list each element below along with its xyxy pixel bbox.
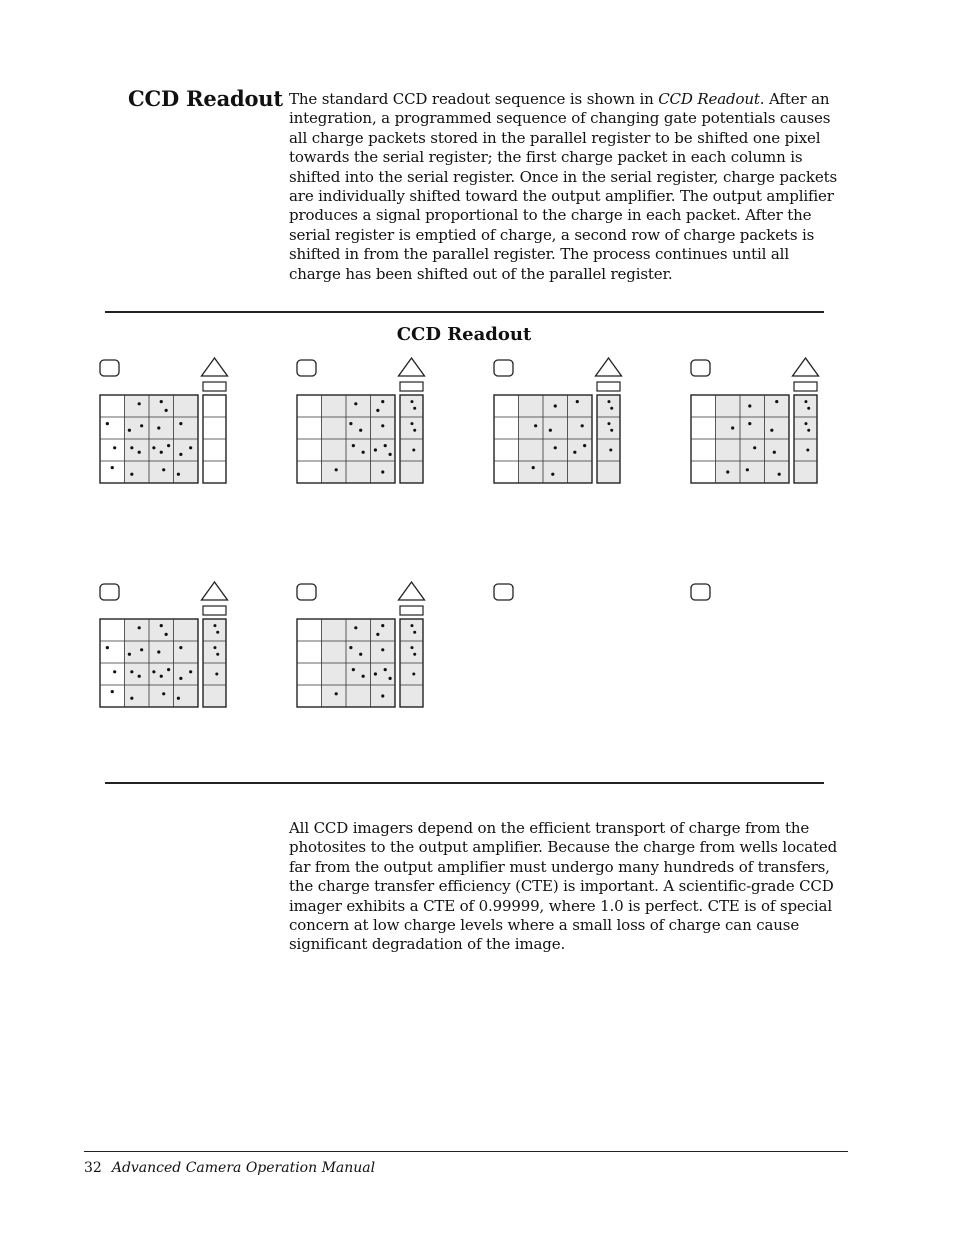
charge-dot bbox=[167, 668, 170, 671]
charge-dot bbox=[157, 426, 160, 429]
intro-text-start: The standard CCD readout sequence is shown in bbox=[289, 90, 659, 108]
charge-dot bbox=[128, 653, 131, 656]
charge-dot bbox=[177, 473, 180, 476]
charge-dot bbox=[162, 468, 165, 471]
figure-title: CCD Readout bbox=[396, 324, 532, 345]
readout-step-1 bbox=[100, 358, 228, 483]
charge-dot bbox=[179, 646, 182, 649]
charge-dot bbox=[410, 624, 413, 627]
charge-dot bbox=[130, 473, 133, 476]
charge-dot bbox=[165, 633, 168, 636]
step-marker-box bbox=[100, 584, 119, 600]
charge-dot bbox=[581, 424, 584, 427]
charge-dot bbox=[610, 407, 613, 410]
charge-dot bbox=[610, 429, 613, 432]
charge-dot bbox=[362, 675, 365, 678]
charge-dot bbox=[609, 449, 612, 452]
charge-dot bbox=[775, 400, 778, 403]
charge-dot bbox=[746, 468, 749, 471]
summing-well bbox=[203, 606, 226, 615]
step-marker-box bbox=[297, 360, 316, 376]
charge-dot bbox=[554, 446, 557, 449]
charge-dot bbox=[359, 429, 362, 432]
charge-dot bbox=[213, 646, 216, 649]
output-amplifier bbox=[202, 582, 228, 600]
charge-dot bbox=[576, 400, 579, 403]
summing-well bbox=[400, 382, 423, 391]
charge-dot bbox=[152, 670, 155, 673]
ccd-readout-diagram bbox=[0, 350, 954, 730]
charge-dot bbox=[362, 451, 365, 454]
readout-step-8 bbox=[691, 584, 710, 600]
summing-well bbox=[400, 606, 423, 615]
charge-dot bbox=[130, 446, 133, 449]
charge-dot bbox=[573, 451, 576, 454]
charge-dot bbox=[349, 422, 352, 425]
readout-step-3 bbox=[494, 358, 622, 483]
charge-dot bbox=[583, 444, 586, 447]
charge-dot bbox=[413, 653, 416, 656]
charge-dot bbox=[179, 422, 182, 425]
summing-well bbox=[597, 382, 620, 391]
charge-dot bbox=[111, 466, 114, 469]
section-title: CCD Readout bbox=[128, 86, 283, 111]
charge-dot bbox=[349, 646, 352, 649]
charge-dot bbox=[773, 451, 776, 454]
charge-dot bbox=[160, 400, 163, 403]
output-amplifier bbox=[399, 358, 425, 376]
intro-text-rest: . After an integration, a programmed sequence of changing gate potentials causes all charge packets stored in the parallel register to be shifted one pixel towards the serial register; the first charge packet in each column is shifted into the serial register. Once in the serial register, charge packets are individually shifted toward the output amplifier. The output amplifier produces a signal proportional to the charge in each packet. After the serial register is emptied of charge, a second row of charge packets is shifted in from the parallel register. The process continues until all charge has been shifted out of the parallel register. bbox=[289, 90, 837, 283]
figure-top-rule bbox=[105, 311, 824, 313]
charge-dot bbox=[376, 633, 379, 636]
charge-dot bbox=[354, 626, 357, 629]
readout-step-5 bbox=[100, 582, 228, 707]
charge-dot bbox=[410, 400, 413, 403]
charge-dot bbox=[748, 404, 751, 407]
charge-dot bbox=[138, 675, 141, 678]
charge-dot bbox=[551, 473, 554, 476]
summing-well bbox=[794, 382, 817, 391]
charge-dot bbox=[140, 424, 143, 427]
page-number: 32 bbox=[84, 1160, 102, 1176]
charge-dot bbox=[216, 631, 219, 634]
charge-dot bbox=[189, 670, 192, 673]
charge-dot bbox=[179, 453, 182, 456]
intro-paragraph bbox=[289, 90, 845, 284]
readout-step-4 bbox=[691, 358, 819, 483]
charge-dot bbox=[554, 404, 557, 407]
charge-dot bbox=[111, 690, 114, 693]
output-amplifier bbox=[596, 358, 622, 376]
charge-dot bbox=[157, 650, 160, 653]
charge-dot bbox=[352, 668, 355, 671]
output-amplifier bbox=[793, 358, 819, 376]
charge-dot bbox=[177, 697, 180, 700]
charge-dot bbox=[113, 670, 116, 673]
charge-dot bbox=[381, 470, 384, 473]
charge-dot bbox=[381, 648, 384, 651]
manual-title: Advanced Camera Operation Manual bbox=[111, 1160, 376, 1176]
summing-well bbox=[203, 382, 226, 391]
charge-dot bbox=[748, 422, 751, 425]
charge-dot bbox=[162, 692, 165, 695]
step-marker-box bbox=[494, 360, 513, 376]
output-amplifier bbox=[202, 358, 228, 376]
charge-dot bbox=[381, 624, 384, 627]
charge-dot bbox=[532, 466, 535, 469]
step-marker-box bbox=[691, 360, 710, 376]
charge-dot bbox=[179, 677, 182, 680]
charge-dot bbox=[167, 444, 170, 447]
charge-dot bbox=[335, 692, 338, 695]
ccd-readout-figure bbox=[0, 350, 954, 730]
charge-dot bbox=[534, 424, 537, 427]
charge-dot bbox=[128, 429, 131, 432]
charge-dot bbox=[778, 473, 781, 476]
step-marker-box bbox=[297, 584, 316, 600]
charge-dot bbox=[770, 429, 773, 432]
charge-dot bbox=[130, 697, 133, 700]
charge-dot bbox=[213, 624, 216, 627]
charge-dot bbox=[413, 631, 416, 634]
charge-dot bbox=[113, 446, 116, 449]
charge-dot bbox=[384, 444, 387, 447]
charge-dot bbox=[352, 444, 355, 447]
charge-dot bbox=[413, 429, 416, 432]
charge-dot bbox=[138, 402, 141, 405]
output-amplifier bbox=[399, 582, 425, 600]
charge-dot bbox=[354, 402, 357, 405]
charge-dot bbox=[410, 422, 413, 425]
step-marker-box bbox=[100, 360, 119, 376]
figure-reference: CCD Readout bbox=[658, 90, 760, 108]
charge-dot bbox=[804, 400, 807, 403]
charge-dot bbox=[549, 429, 552, 432]
charge-dot bbox=[106, 646, 109, 649]
charge-dot bbox=[384, 668, 387, 671]
charge-dot bbox=[376, 409, 379, 412]
charge-dot bbox=[607, 400, 610, 403]
readout-step-7 bbox=[494, 584, 513, 600]
charge-dot bbox=[138, 451, 141, 454]
charge-dot bbox=[381, 694, 384, 697]
charge-dot bbox=[410, 646, 413, 649]
readout-step-2 bbox=[297, 358, 425, 483]
charge-dot bbox=[726, 470, 729, 473]
charge-dot bbox=[412, 449, 415, 452]
charge-dot bbox=[381, 424, 384, 427]
charge-dot bbox=[753, 446, 756, 449]
charge-dot bbox=[381, 400, 384, 403]
charge-dot bbox=[215, 673, 218, 676]
readout-step-6 bbox=[297, 582, 425, 707]
charge-dot bbox=[413, 407, 416, 410]
step-marker-box bbox=[691, 584, 710, 600]
page-footer bbox=[84, 1160, 375, 1176]
charge-dot bbox=[806, 449, 809, 452]
charge-dot bbox=[152, 446, 155, 449]
charge-dot bbox=[389, 453, 392, 456]
charge-dot bbox=[359, 653, 362, 656]
charge-dot bbox=[374, 448, 377, 451]
charge-dot bbox=[607, 422, 610, 425]
charge-dot bbox=[106, 422, 109, 425]
charge-dot bbox=[130, 670, 133, 673]
figure-bottom-rule bbox=[105, 782, 824, 784]
cte-paragraph: All CCD imagers depend on the efficient transport of charge from the photosites to the output amplifier. Because the charge from wells located far from the output amplifier must undergo many hundreds of transfers, the charge transfer efficiency (CTE) is important. A scientific-grade CCD imager exhibits a CTE of 0.99999, where 1.0 is perfect. CTE is of special concern at low charge levels where a small loss of charge can cause significant degradation of the image. bbox=[289, 819, 838, 954]
charge-dot bbox=[412, 673, 415, 676]
charge-dot bbox=[189, 446, 192, 449]
charge-dot bbox=[140, 648, 143, 651]
charge-dot bbox=[335, 468, 338, 471]
charge-dot bbox=[160, 624, 163, 627]
footer-rule bbox=[84, 1151, 848, 1152]
charge-dot bbox=[165, 409, 168, 412]
charge-dot bbox=[807, 407, 810, 410]
charge-dot bbox=[807, 429, 810, 432]
charge-dot bbox=[804, 422, 807, 425]
charge-dot bbox=[160, 675, 163, 678]
charge-dot bbox=[138, 626, 141, 629]
charge-dot bbox=[160, 451, 163, 454]
charge-dot bbox=[216, 653, 219, 656]
charge-dot bbox=[374, 672, 377, 675]
charge-dot bbox=[731, 426, 734, 429]
charge-dot bbox=[389, 677, 392, 680]
step-marker-box bbox=[494, 584, 513, 600]
